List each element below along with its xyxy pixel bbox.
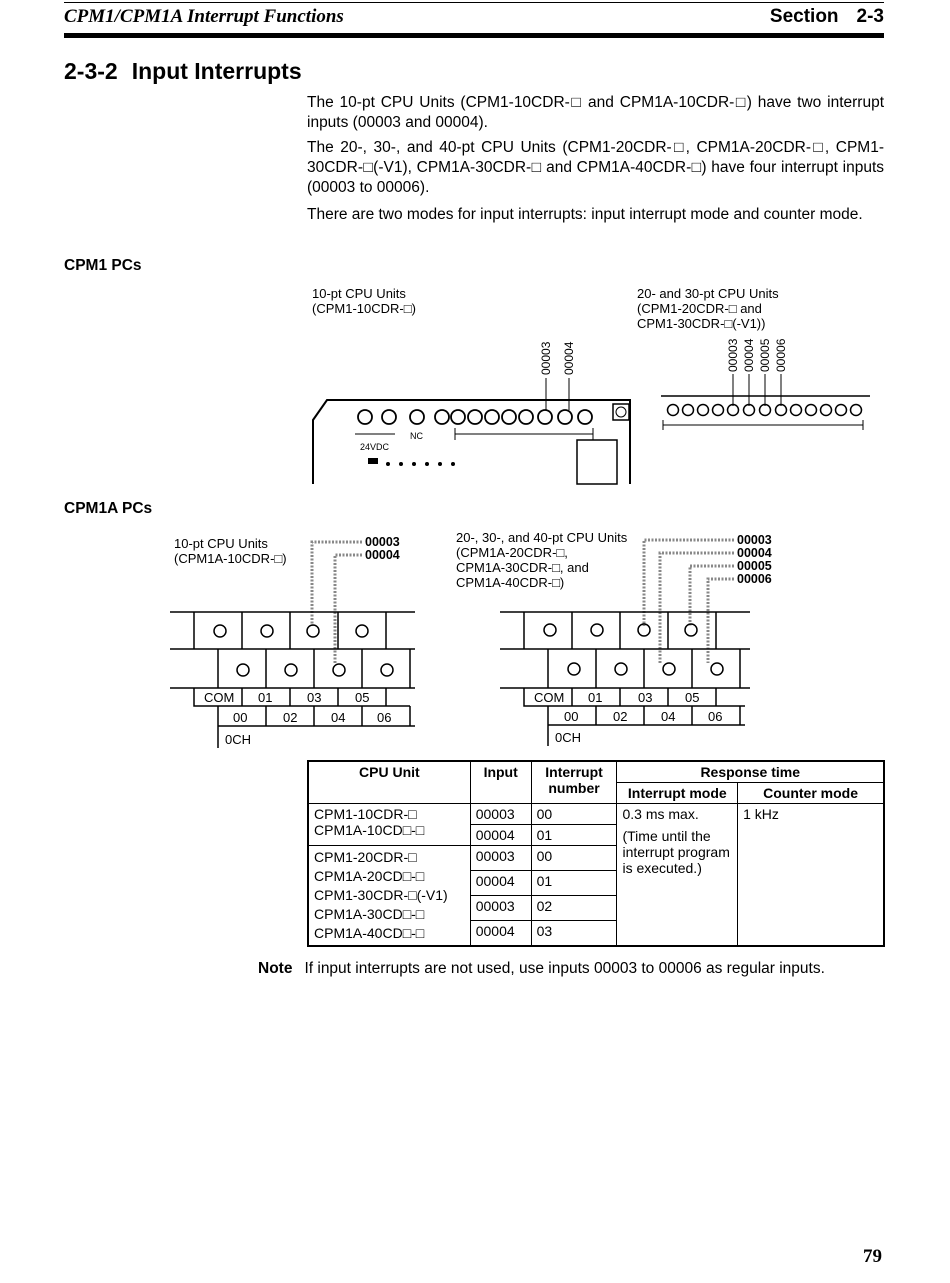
header-counter-mode: Counter mode — [738, 783, 884, 804]
note-label: Note — [258, 960, 293, 977]
number-cell: 00 — [531, 804, 617, 825]
cpm1a-right-term-top-0: COM — [534, 690, 565, 705]
cpm1a-left-term-top-1: 01 — [258, 690, 273, 705]
header-cpu-unit: CPU Unit — [308, 761, 470, 804]
cpm1a-left-term-bottom-1: 02 — [283, 710, 298, 725]
header-section-number: 2-3 — [856, 6, 884, 27]
input-cell: 00004 — [470, 920, 531, 946]
header-interrupt-mode: Interrupt mode — [617, 783, 738, 804]
cpm1a-heading: CPM1A PCs — [64, 500, 153, 517]
cpm1a-right-caption-line: 20-, 30-, and 40-pt CPU Units — [456, 530, 628, 545]
cpm1a-left-block — [170, 612, 415, 748]
number-cell: 01 — [531, 870, 617, 895]
header-top-rule — [64, 2, 884, 3]
input-cell: 00004 — [470, 870, 531, 895]
cpm1-label-right-3: 00006 — [774, 338, 788, 372]
cpm1a-right-block — [500, 612, 750, 746]
cpm1-label-right-1: 00004 — [742, 338, 756, 372]
cpm1a-right-caption-line: CPM1A-30CDR-□, and — [456, 560, 589, 575]
cpm1-right-caption-line: CPM1-30CDR-□(-V1)) — [637, 316, 766, 331]
section-number: 2-3-2 — [64, 58, 118, 84]
response-time-table — [307, 760, 885, 947]
section-title — [64, 58, 302, 85]
paragraph-2: The 20-, 30-, and 40-pt CPU Units (CPM1-20CDR-□, CPM1A-20CDR-□, CPM1-30CDR-□(-V1), CPM1A-30CDR-□ and CPM1A-40CDR-□) have four interrupt inputs (00003 to 00006). — [307, 139, 884, 196]
header-interrupt-number: Interrupt number — [531, 761, 617, 804]
note-text: If input interrupts are not used, use inputs 00003 to 00006 as regular inputs. — [304, 960, 825, 977]
page-header — [64, 4, 884, 30]
cpm1a-terminal-diagram — [170, 530, 772, 755]
cpm1a-right-label-3: 00006 — [737, 572, 772, 586]
interrupt-mode-note: (Time until the interrupt program is executed.) — [622, 828, 730, 876]
cpm1a-left-channel: 0CH — [225, 732, 252, 747]
cpm1a-right-term-top-1: 01 — [588, 690, 603, 705]
cpm1-right-caption-line: 20- and 30-pt CPU Units — [637, 286, 779, 301]
table-header-row — [308, 761, 884, 783]
section-heading: Input Interrupts — [131, 58, 302, 84]
page-number: 79 — [863, 1246, 882, 1267]
cpm1-left-caption — [312, 286, 416, 316]
number-cell: 00 — [531, 846, 617, 871]
paragraph-1: The 10-pt CPU Units (CPM1-10CDR-□ and CPM1A-10CDR-□) have two interrupt inputs (00003 and 00004). — [307, 94, 884, 131]
cpm1-right-caption — [637, 286, 779, 331]
number-cell: 02 — [531, 895, 617, 920]
header-input: Input — [470, 761, 531, 804]
cpm1a-left-caption-line: 10-pt CPU Units — [174, 536, 268, 551]
cpm1-label-right-2: 00005 — [758, 338, 772, 372]
cpm1-label-left-0: 00003 — [539, 341, 553, 375]
number-cell: 03 — [531, 920, 617, 946]
cpm1a-left-term-bottom-2: 04 — [331, 710, 346, 725]
cpm1a-left-term-top-2: 03 — [307, 690, 322, 705]
cpm1a-right-term-top-2: 03 — [638, 690, 653, 705]
cpm1-left-caption-line: 10-pt CPU Units — [312, 286, 406, 301]
cpm1a-right-label-1: 00004 — [737, 546, 772, 560]
cpm1a-right-term-bottom-3: 06 — [708, 709, 723, 724]
cpu-unit-group-1: CPM1-10CDR-□ CPM1A-10CD□-□ — [308, 804, 470, 846]
cpm1a-right-caption-line: CPM1A-40CDR-□) — [456, 575, 565, 590]
cpm1a-left-term-top-0: COM — [204, 690, 235, 705]
cpm1-24vdc-label: 24VDC — [360, 442, 390, 452]
number-cell: 01 — [531, 825, 617, 846]
paragraph-3: There are two modes for input interrupts: input interrupt mode and counter mode. — [307, 206, 863, 223]
input-cell: 00003 — [470, 895, 531, 920]
header-bottom-rule — [64, 33, 884, 38]
cpm1a-right-channel: 0CH — [555, 730, 582, 745]
counter-mode-cell: 1 kHz — [738, 804, 884, 947]
input-cell: 00003 — [470, 804, 531, 825]
note — [258, 960, 825, 978]
cpm1-label-right-0: 00003 — [726, 338, 740, 372]
header-section-label: Section — [769, 6, 839, 27]
cpm1-left-terminals — [358, 410, 592, 424]
cpm1-label-left-1: 00004 — [562, 341, 576, 375]
cpm1a-right-label-2: 00005 — [737, 559, 772, 573]
cpm1-terminal-diagram — [305, 330, 885, 490]
cpm1a-right-label-0: 00003 — [737, 533, 772, 547]
header-response-time: Response time — [617, 761, 884, 783]
interrupt-mode-cell — [617, 804, 738, 947]
cpm1a-left-term-top-3: 05 — [355, 690, 370, 705]
header-section — [770, 6, 884, 28]
header-title: CPM1/CPM1A Interrupt Functions — [64, 6, 344, 27]
cpm1a-left-label-1: 00004 — [365, 548, 400, 562]
cpm1a-right-term-bottom-2: 04 — [661, 709, 676, 724]
input-cell: 00003 — [470, 846, 531, 871]
cpm1a-left-term-bottom-0: 00 — [233, 710, 248, 725]
cpu-unit-group-2: CPM1-20CDR-□ CPM1A-20CD□-□ CPM1-30CDR-□(-V1) CPM1A-30CD□-□ CPM1A-40CD□-□ — [308, 846, 470, 947]
cpm1-right-caption-line: (CPM1-20CDR-□ and — [637, 301, 762, 316]
cpm1-left-caption-line: (CPM1-10CDR-□) — [312, 301, 416, 316]
cpm1a-right-term-bottom-1: 02 — [613, 709, 628, 724]
input-cell: 00004 — [470, 825, 531, 846]
cpm1a-right-caption-line: (CPM1A-20CDR-□, — [456, 545, 568, 560]
cpm1a-left-caption-line: (CPM1A-10CDR-□) — [174, 551, 287, 566]
table-row — [308, 804, 884, 825]
cpm1-right-terminals — [668, 405, 862, 416]
cpm1-heading: CPM1 PCs — [64, 257, 142, 274]
cpm1a-right-term-bottom-0: 00 — [564, 709, 579, 724]
interrupt-mode-value: 0.3 ms max. — [622, 806, 699, 822]
cpm1a-right-term-top-3: 05 — [685, 690, 700, 705]
cpm1a-left-label-0: 00003 — [365, 535, 400, 549]
cpm1-nc-label: NC — [410, 431, 423, 441]
cpm1a-left-term-bottom-3: 06 — [377, 710, 392, 725]
